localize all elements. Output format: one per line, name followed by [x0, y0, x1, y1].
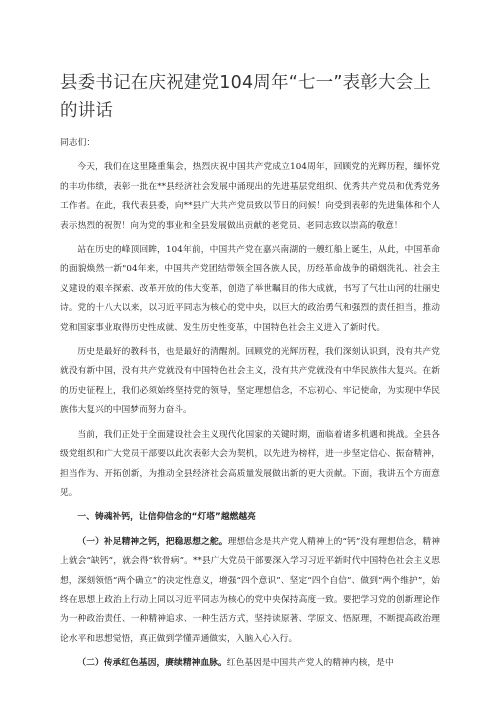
subsection-2-lead: （二）传承红色基因，赓续精神血脉。	[77, 658, 227, 669]
subsection-1-text: 理想信念是共产党人精神上的“钙”没有理想信念，精神上就会“缺钙”，就会得“软骨病”。**县广大党员干部要深入学习习近平新时代中国特色社会主义思想，深刻领悟“两个确立”的决定性意义，增强“四个意识”、坚定“四个自信”、做到“两个维护”，始终在思想上政治上行动上同以习近平同志为核心的党中央保持高度一致。要把学习党的创新理论作为一种政治责任、一种精神追求、一种生活方式，坚持读原著、学原文、悟原理，不断提高政治理论水平和思想觉悟，真正做到学懂弄通做实，入脑入心入行。	[60, 536, 440, 644]
subsection-2-text: 红色基因是中国共产党人的精神内核，是中	[226, 658, 394, 669]
document-title: 县委书记在庆祝建党104周年“七一”表彰大会上的讲话	[60, 73, 432, 121]
document-body	[60, 134, 440, 674]
section-heading-1: 一、铸魂补钙，让信仰信念的“灯塔”越燃越亮	[77, 512, 256, 523]
paragraph-opening: 今天，我们在这里隆重集会，热烈庆祝中国共产党成立104周年，回顾党的光辉历程，缅怀党的丰功伟绩，表彰一批在**县经济社会发展中涌现出的先进基层党组织、优秀共产党员和优秀党务工作者。在此，我代表县委，向**县广大共产党员致以节日的问候！向受到表彰的先进集体和个人表示热烈的祝贺！向为党的事业和全县发展做出贡献的老党员、老同志致以崇高的敬意！	[60, 162, 440, 231]
paragraph-lessons: 历史是最好的教科书，也是最好的清醒剂。回顾党的光辉历程，我们深刻认识到，没有共产党就没有新中国，没有共产党就没有中国特色社会主义，没有共产党就没有中华民族伟大复兴。在新的历史征程上，我们必须始终坚持党的领导，坚定理想信念，不忘初心、牢记使命，为实现中华民族伟大复兴的中国梦而努力奋斗。	[60, 347, 440, 416]
subsection-1-lead: （一）补足精神之钙，把稳思想之舵。	[77, 536, 228, 547]
subsection-2	[60, 654, 440, 673]
subsection-1	[60, 533, 440, 649]
salutation: 同志们：	[60, 138, 96, 148]
paragraph-history: 站在历史的峰顶回眸，104年前，中国共产党在嘉兴南湖的一艘红船上诞生，从此，中国革命的面貌焕然一新"04年来，中国共产党团结带领全国各族人民，历经革命战争的硝烟洗礼、社会主义建设的艰辛探索、改革开放的伟大变革，创造了举世瞩目的伟大成就，书写了气壮山河的壮丽史诗。党的十八大以来，以习近平同志为核心的党中央，以巨大的政治勇气和强烈的责任担当，推动党和国家事业取得历史性成就、发生历史性变革，中国特色社会主义进入了新时代。	[60, 245, 440, 333]
paragraph-current: 当前，我们正处于全面建设社会主义现代化国家的关键时期，面临着诸多机遇和挑战。全县各级党组织和广大党员干部要以此次表彰大会为契机，以先进为榜样，进一步坚定信心、振奋精神，担当作为、开拓创新，为推动全县经济社会高质量发展做出新的更大贡献。下面，我讲五个方面意见。	[60, 429, 440, 498]
